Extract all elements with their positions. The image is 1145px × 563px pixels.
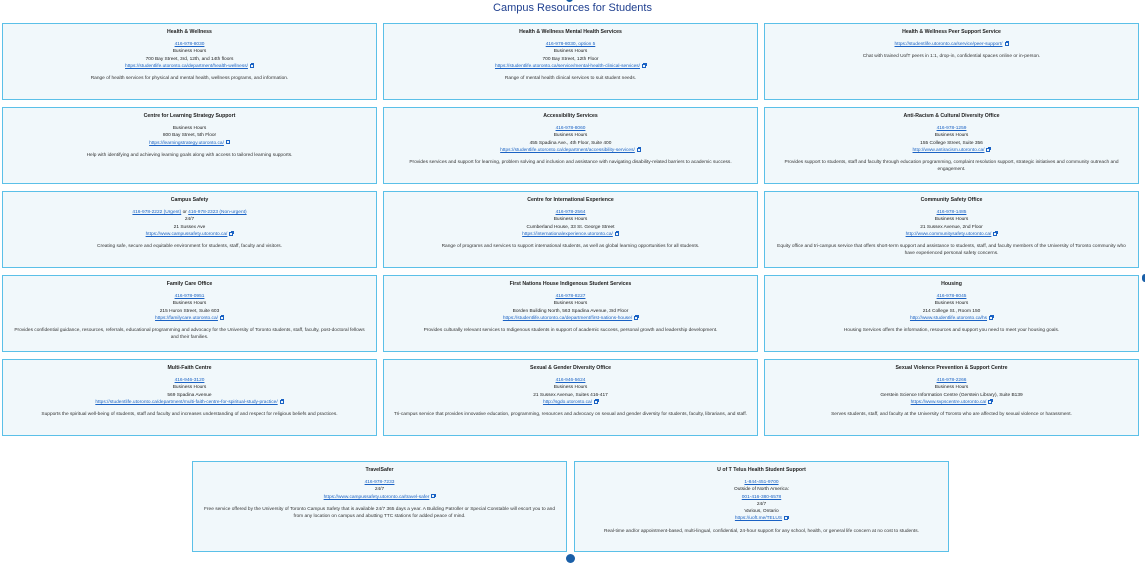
card-description: Help with identifying and achieving learning goals along with access to tailored learning supports. xyxy=(86,152,293,158)
external-link-icon xyxy=(637,148,641,152)
website-link[interactable]: http://www.communitysafety.utoronto.ca/ xyxy=(905,231,992,237)
card-line xyxy=(392,293,749,300)
phone-link[interactable]: 416-978-8030, option 5 xyxy=(545,42,596,47)
resource-card xyxy=(2,191,377,268)
website-link[interactable]: http://www.studentlife.utoronto.ca/hs xyxy=(909,315,988,321)
resource-card xyxy=(764,107,1139,184)
card-line: 800 Bay Street, 5th Floor xyxy=(162,133,217,139)
card-line: 155 College Street, Suite 356 xyxy=(920,140,983,146)
card-line: 24/7 xyxy=(756,501,767,507)
card-description: Real-time and/or appointment-based, multi-lingual, confidential, 24-hour support for any school, health, or general life concern at no cost to students. xyxy=(604,528,919,534)
card-title: First Nations House Indigenous Student Services xyxy=(509,281,632,287)
card-line xyxy=(392,231,749,238)
phone-link-urgent[interactable]: 416-978-2222 (Urgent) xyxy=(132,210,182,215)
card-line: Business Hours xyxy=(934,217,969,223)
card-title: Family Care Office xyxy=(166,281,213,287)
external-link-icon xyxy=(642,64,646,68)
resource-card xyxy=(383,275,758,352)
card-line xyxy=(11,293,368,300)
resource-card xyxy=(764,23,1139,100)
card-line: 700 Bay Street, 3rd, 12th, and 14th floors xyxy=(145,56,234,62)
card-line: 569 Spadina Avenue xyxy=(167,392,212,398)
resource-card xyxy=(383,23,758,100)
resource-card xyxy=(383,191,758,268)
card-line xyxy=(11,140,368,147)
page-title: Campus Resources for Students xyxy=(493,2,652,14)
card-line xyxy=(773,209,1130,216)
card-description: Range of programs and services to support international students, as well as global learning opportunities for all students. xyxy=(441,244,700,250)
card-line xyxy=(773,399,1130,406)
card-line: Business Hours xyxy=(172,301,207,307)
card-line xyxy=(392,63,749,70)
external-link-icon xyxy=(226,140,230,144)
phone-link[interactable]: 001-416-380-6578 xyxy=(741,494,782,500)
phone-link[interactable]: 416-978-2266 xyxy=(936,378,967,383)
card-title: Health & Wellness Peer Support Service xyxy=(902,29,1001,35)
card-line: Business Hours xyxy=(553,217,588,223)
card-line xyxy=(392,377,749,384)
card-title: Accessibility Services xyxy=(543,113,598,119)
card-line xyxy=(392,41,749,48)
card-line xyxy=(583,494,940,501)
card-line: 21 Sussex Avenue, Suites 416-417 xyxy=(533,392,608,398)
card-description: Range of health services for physical and mental health, wellness programs, and information. xyxy=(90,76,289,82)
card-line xyxy=(773,315,1130,322)
card-title: Centre for International Experience xyxy=(527,197,614,203)
card-line xyxy=(11,231,368,238)
external-link-icon xyxy=(989,316,993,320)
resource-card xyxy=(764,275,1139,352)
phone-link[interactable]: 416-978-1485 xyxy=(936,210,967,215)
resource-card xyxy=(383,359,758,436)
card-line: 24/7 xyxy=(374,487,385,493)
resource-grid xyxy=(2,23,1139,436)
card-line: Borden Building North, 563 Spadina Avenue, 3rd Floor xyxy=(512,308,629,314)
card-line: 21 Sussex Ave xyxy=(173,224,206,230)
external-link-icon xyxy=(229,232,233,236)
external-link-icon xyxy=(431,494,435,498)
phone-link[interactable]: 416-978-2564 xyxy=(555,210,586,215)
card-title: Health & Wellness xyxy=(167,29,212,35)
card-line xyxy=(392,399,749,406)
card-line: Cumberland House, 33 St. George Street xyxy=(526,224,615,230)
phone-link[interactable]: 1-844-451-9700 xyxy=(744,480,779,485)
card-line: Various, Ontario xyxy=(744,509,779,515)
external-link-icon xyxy=(1005,42,1009,46)
card-line: 455 Spadina Ave., 4th Floor, Suite 400 xyxy=(529,140,612,146)
card-line xyxy=(773,377,1130,384)
card-line: Business Hours xyxy=(934,385,969,391)
phone-link[interactable]: 416-978-8030 xyxy=(174,42,205,47)
card-line xyxy=(773,125,1130,132)
card-title: Sexual & Gender Diversity Office xyxy=(529,365,611,371)
website-link[interactable]: https://studentlife.utoronto.ca/department/first-nations-house/ xyxy=(502,315,633,321)
card-line: Business Hours xyxy=(934,301,969,307)
card-title: Multi-Faith Centre xyxy=(167,365,212,371)
external-link-icon xyxy=(220,316,224,320)
phone-link[interactable]: 416-946-5624 xyxy=(555,378,586,383)
card-description: Provides culturally relevant services to Indigenous students in support of academic success, personal growth and leadership development. xyxy=(423,328,718,334)
card-line xyxy=(583,479,940,486)
external-link-icon xyxy=(988,400,992,404)
card-title: Health & Wellness Mental Health Services xyxy=(519,29,622,35)
resource-grid-bottom xyxy=(192,461,949,552)
separator-text: or xyxy=(181,210,189,215)
card-description: Serves students, staff, and faculty at the University of Toronto who are affected by sexual violence or harassment. xyxy=(831,412,1072,418)
website-link[interactable]: https://studentlife.utoronto.ca/service/mental-health-clinical-services/ xyxy=(494,63,641,69)
card-line xyxy=(201,494,558,501)
card-line xyxy=(11,315,368,322)
website-link[interactable]: https://familycare.utoronto.ca/ xyxy=(155,315,218,321)
website-link[interactable]: https://studentlife.utoronto.ca/service/peer-support/ xyxy=(894,42,1003,47)
card-line xyxy=(392,147,749,154)
website-link[interactable]: https://www.campussafety.utoronto.ca/ xyxy=(145,231,228,237)
card-line xyxy=(773,293,1130,300)
card-line: 215 Huron Street, Suite 603 xyxy=(159,308,220,314)
phone-link[interactable]: 416-978-8045 xyxy=(936,294,967,299)
card-title: Anti-Racism & Cultural Diversity Office xyxy=(903,113,1000,119)
external-link-icon xyxy=(986,148,990,152)
card-title: Community Safety Office xyxy=(920,197,983,203)
card-line xyxy=(773,147,1130,154)
website-link[interactable]: https://www.campussafety.utoronto.ca/travel-safer xyxy=(323,494,430,500)
website-link[interactable]: https://learningstrategy.utoronto.ca/ xyxy=(149,140,224,146)
card-description: Provides support to students, staff and faculty through education programming, complaint resolution support, strategic initiatives and community outreach and engagement. xyxy=(784,160,1119,173)
card-line: Business Hours xyxy=(553,385,588,391)
resource-card xyxy=(383,107,758,184)
card-title: Housing xyxy=(941,281,962,287)
website-link[interactable]: https://uoft.me/TELUS xyxy=(734,516,783,522)
card-line: 24/7 xyxy=(184,217,195,223)
card-description: Provides confidential guidance, resources, referrals, educational programming and advocacy for the University of Toronto students, staff, faculty, post-doctoral fellows and their families. xyxy=(14,328,365,341)
card-line: Business Hours xyxy=(553,49,588,55)
card-description: Range of mental health clinical services to suit student needs. xyxy=(504,76,637,82)
card-title: U of T Telus Health Student Support xyxy=(717,467,806,473)
external-link-icon xyxy=(250,64,254,68)
resource-card xyxy=(764,191,1139,268)
card-line: Gerstein Science Information Centre (Gerstein Library), Suite B139 xyxy=(880,392,1023,398)
card-line: 700 Bay Street, 12th Floor xyxy=(542,56,599,62)
card-line: Business Hours xyxy=(553,133,588,139)
card-line: Business Hours xyxy=(553,301,588,307)
resource-card xyxy=(192,461,567,552)
external-link-icon xyxy=(594,400,598,404)
resource-card xyxy=(574,461,949,552)
card-description: Supports the spiritual well-being of students, staff and faculty and increases understanding of and respect for religious beliefs and practices. xyxy=(41,412,338,418)
card-line: Business Hours xyxy=(172,126,207,131)
card-description: Free service offered by the University of Toronto Campus Safety that is available 24/7 365 days a year. A Building Patroller or Special Constable will escort you to and from any location on campus and abutting TTC stations for added peace of mind. xyxy=(204,506,555,520)
external-link-icon xyxy=(280,400,284,404)
card-title: TravelSafer xyxy=(365,467,394,473)
card-line xyxy=(201,479,558,486)
card-line: Business Hours xyxy=(172,49,207,55)
external-link-icon xyxy=(615,232,619,236)
card-line xyxy=(11,399,368,406)
card-line xyxy=(11,377,368,384)
website-link[interactable]: https://studentlife.utoronto.ca/department/health-wellness/ xyxy=(125,63,248,69)
website-link[interactable]: http://sgdo.utoronto.ca/ xyxy=(542,399,593,405)
external-link-icon xyxy=(634,316,638,320)
resource-card xyxy=(2,359,377,436)
card-line xyxy=(392,315,749,322)
card-line xyxy=(11,209,368,216)
resource-card xyxy=(2,107,377,184)
external-link-icon xyxy=(993,232,997,236)
card-title: Campus Safety xyxy=(170,197,209,203)
card-description: Creating safe, secure and equitable environment for students, staff, faculty and visitors. xyxy=(97,244,282,250)
card-line xyxy=(773,231,1130,238)
card-line: Business Hours xyxy=(172,385,207,391)
phone-link-nonurgent[interactable]: 416-978-2323 (Non-urgent) xyxy=(188,210,247,215)
phone-link[interactable]: 416-946-3120 xyxy=(174,378,205,383)
website-link[interactable]: https://studentlife.utoronto.ca/department/multi-faith-centre-for-spiritual-study-practice/ xyxy=(95,399,278,405)
phone-link[interactable]: 416-978-1259 xyxy=(936,126,967,131)
card-line xyxy=(11,41,368,48)
card-line: 21 Sussex Avenue, 2nd Floor xyxy=(920,224,983,230)
resource-card xyxy=(2,275,377,352)
website-link[interactable]: https://studentlife.utoronto.ca/department/accessibility-services/ xyxy=(500,147,635,153)
card-line xyxy=(392,125,749,132)
phone-link[interactable]: 416-978-8227 xyxy=(555,294,586,299)
card-description: Chat with trained UofT peers in 1:1, drop-in, confidential spaces online or in-person. xyxy=(862,54,1041,60)
card-description: Provides services and support for learning, problem solving and inclusion and assistance with navigating disability-related barriers to academic success. xyxy=(409,160,732,166)
card-line: Business Hours xyxy=(934,133,969,139)
website-link[interactable]: https://www.svpscentre.utoronto.ca/ xyxy=(910,399,987,405)
phone-link[interactable]: 416-978-8060 xyxy=(555,126,586,131)
resource-card xyxy=(764,359,1139,436)
card-description: Equity office and tri-campus service that offers short-term support and assistance to students, staff, and faculty members of the University of Toronto community who have experienced personal safety concerns. xyxy=(777,244,1126,257)
website-link[interactable]: https://internationalexperience.utoronto.ca/ xyxy=(522,231,613,237)
website-link[interactable]: http://www.antiracism.utoronto.ca/ xyxy=(912,147,985,153)
card-line xyxy=(583,515,940,522)
phone-link[interactable]: 416-978-0951 xyxy=(174,294,205,299)
external-link-icon xyxy=(784,516,788,520)
card-title: Sexual Violence Prevention & Support Centre xyxy=(895,365,1008,371)
card-description: Tri-campus service that provides innovative education, programming, resources and advocacy on sexual and gender diversity for students, faculty, librarians, and staff. xyxy=(393,412,748,418)
phone-link[interactable]: 416-978-7233 xyxy=(364,480,395,485)
card-line xyxy=(11,63,368,70)
card-line xyxy=(392,209,749,216)
card-line: Outside of North America: xyxy=(734,487,789,493)
card-title: Centre for Learning Strategy Support xyxy=(143,113,236,119)
card-description: Housing Services offers the information, resources and support you need to meet your housing goals. xyxy=(843,328,1060,334)
resource-card xyxy=(2,23,377,100)
card-line: 214 College St., Room 150 xyxy=(922,308,981,314)
card-line xyxy=(773,41,1130,48)
